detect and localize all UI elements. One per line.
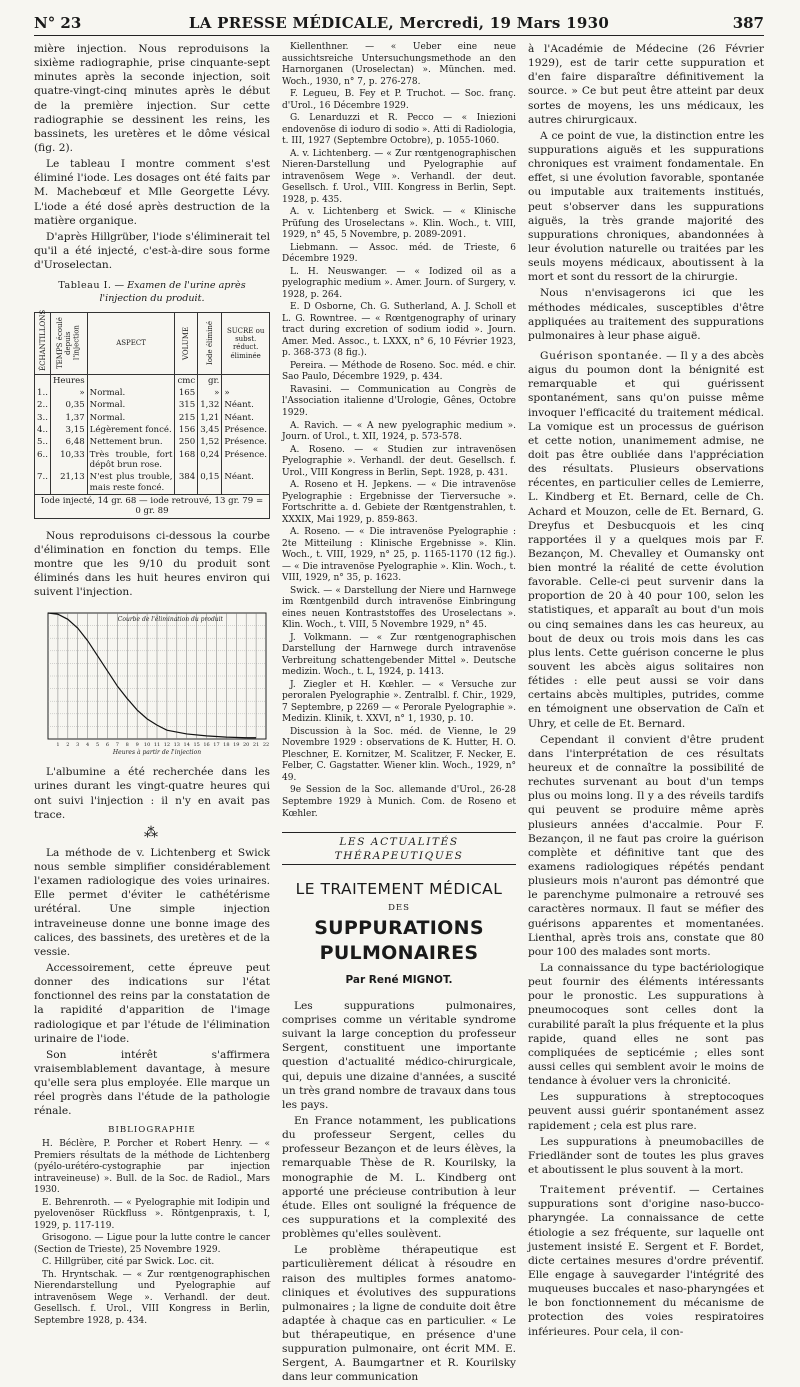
cell-sugar: Présence. [222,436,270,448]
cell-aspect: Nettement brun. [87,436,175,448]
bibliography-entry: 9e Session de la Soc. allemande d'Urol., 26-28 Septembre 1929 à Munich. Com. de Roseno et Kœhler. [282,785,516,819]
cell-sample: 4.. [35,424,51,436]
x-tick-label: 8 [125,742,129,749]
article-title-line2: SUPPURATIONS PULMONAIRES [314,917,484,965]
cell-iode: » [198,387,222,399]
table-row [35,412,270,424]
paragraph: Les suppurations à streptocoques peuvent aussi guérir spontanément assez rapidement ; cela est plus rare. [528,1091,764,1132]
series-line [48,613,256,738]
x-tick-label: 21 [252,742,260,749]
unit-volume: cmc [175,374,198,387]
bibliography-entry: J. Ziegler et H. Kœhler. — « Versuche zur peroralen Pyelographie ». Zentralbl. f. Chir., 1929, 7 Septembre, p 2269 — « Perorale Pyelographie ». Medizin. Klinik, t. XXVI, n° 1, 1930, p. 10. [282,679,516,725]
paragraph: La connaissance du type bactériologique peut fournir des éléments intéressants pour le pronostic. Les suppurations à pneumocoques sont celles dont la curabilité paraît la plus fréquente et la plus rapide, quand elles ne sont pas compliquées de septicémie ; elles sont aussi celles qui semblent avoir le moins de tendance à évoluer vers la chronicité. [528,962,764,1088]
cell-aspect: Normal. [87,387,175,399]
x-tick-label: 4 [86,742,90,749]
column-2 [282,42,516,1387]
bibliography-entry: Discussion à la Soc. méd. de Vienne, le 29 Novembre 1929 : observations de K. Hutter, H. O. Pleschner, E. Kornitzer, M. Scalitzer, F. Necker, E. Felber, C. Gagstatter. Wiener klin. Woch., 1929, n° 49. [282,726,516,783]
header-volume: VOLUME [175,312,198,374]
bibliography-entry: H. Béclère, P. Porcher et Robert Henry. — « Premiers résultats de la méthode de Lichtenberg (pyélo-urétéro-cystographie par injection intraveineuse) ». Bull. de la Soc. de Radiol., Mars 1930. [34,1139,270,1196]
paragraph: Son intérêt s'affirmera vraisemblablement davantage, à mesure qu'elle sera plus employée. Elle marque un réel progrès dans l'étude de la pathologie rénale. [34,1048,270,1118]
cell-sample: 1.. [35,387,51,399]
paragraph [528,349,764,731]
x-tick-label: 12 [163,742,171,749]
bibliography-entry: E. D Osborne, Ch. G. Sutherland, A. J. Scholl et L. G. Rowntree. — « Rœntgenography of urinary tract during excretion of sodium iodid ». Journ. Amer. Med. Assoc., t. LXXX, n° 6, 10 Février 1923, p. 368-373 (8 fig.). [282,302,516,359]
article-author: Par René MIGNOT. [345,973,453,986]
bibliography-entry: A. Roseno et H. Jepkens. — « Die intravenöse Pyelographie : Ergebnisse der Tierversuche ». Fortschritte a. d. Gebiete der Rœntgenstrahlen, t. XXXIX, Mai 1929, p. 859-863. [282,480,516,525]
cell-sugar: Présence. [222,449,270,472]
table-cell [87,374,175,387]
header-time: TEMPS écoulé depuis l'injection [50,312,87,374]
cell-sample: 7.. [35,471,51,494]
journal-title: LA PRESSE MÉDICALE, Mercredi, 19 Mars 1930 [188,14,610,32]
x-tick-label: 18 [223,742,230,749]
cell-volume: 215 [175,412,198,424]
paragraph: Les suppurations à pneumobacilles de Friedländer sont de toutes les plus graves et aboutissent le plus souvent à la mort. [528,1135,764,1176]
section-rubric: LES ACTUALITÉS THÉRAPEUTIQUES [282,832,516,865]
cell-iode: 1,52 [198,436,222,448]
page-number: 387 [732,14,764,32]
x-tick-label: 9 [135,742,139,749]
bibliography-entry: Swick. — « Darstellung der Niere und Harnwege im Rœntgenbild durch intravenöse Einbringung eines neuen Kontraststoffes des Uroselectans ». Klin. Woch., t. VIII, 5 Novembre 1929, n° 45. [282,585,516,631]
cell-sugar: » [222,387,270,399]
x-tick-label: 10 [143,742,151,749]
column-1 [34,42,270,1328]
unit-time: Heures [50,374,87,387]
cell-aspect: Légèrement foncé. [87,424,175,436]
x-tick-label: 1 [56,742,60,749]
paragraph: Le problème thérapeutique est particulièrement délicat à résoudre en raison des multiples formes anatomo-cliniques et évolutives des suppurations pulmonaires ; la ligne de conduite doit être adaptée à chaque cas en particulier. « Le but thérapeutique, en présence d'une suppuration pulmonaire, ont écrit MM. E. Sergent, A. Baumgartner et R. Kourilsky dans leur communication [282,1244,516,1384]
page-header [34,12,764,36]
paragraph: D'après Hillgrüber, l'iode s'éliminerait tel qu'il a été injecté, c'est-à-dire sous forme d'Uroselectan. [34,230,270,272]
elimination-table [34,312,270,519]
cell-sugar: Présence. [222,424,270,436]
x-tick-label: 11 [153,742,161,749]
x-tick-label: 15 [193,742,200,749]
cell-volume: 168 [175,449,198,472]
bibliography-entry: L. H. Neuswanger. — « Iodized oil as a pyelographic medium ». Amer. Journ. of Surgery, v. 1928, p. 264. [282,266,516,300]
paragraph: A ce point de vue, la distinction entre les suppurations aiguës et les suppurations chroniques est vraiment fondamentale. En effet, si une évolution favorable, spontanée ou imputable aux traitements institués, peut s'observer dans les suppurations aiguës, la très grande majorité des suppurations chroniques, abandonnées à leur évolution naturelle ou traitées par les seuls moyens médicaux, aboutissent à la mort et sont du ressort de la chirurgie. [528,129,764,284]
bibliography-list [34,1139,270,1327]
paragraph: à l'Académie de Médecine (26 Février 1929), est de tarir cette suppuration et d'en faire disparaître définitivement la source. » Ce but peut être atteint par deux sortes de moyens, les uns médicaux, les autres chirurgicaux. [528,43,764,126]
paragraph: Les suppurations pulmonaires, comprises comme un véritable syndrome suivant la large conception du professeur Sergent, constituent une importante question d'actualité médico-chirurgicale, qui, depuis une dizaine d'années, a suscité un très grand nombre de travaux dans tous les pays. [282,999,516,1111]
paragraph-text: — Certaines suppurations sont d'origine naso-bucco-pharyngée. La connaissance de cette étiologie a sez fréquente, sur laquelle ont justement insisté E. Sergent et F. Bordet, dicte certaines mesures d'ordre préventif. Elle engage à sauvegarder l'intégrité des muqueuses buccales et naso-pharyngées et le bon fonctionnement du mécanisme de protection des voies respiratoires inférieures. Pour cela, il con- [528,1184,764,1338]
paragraph: Nous reproduisons ci-dessous la courbe d'élimination en fonction du temps. Elle montre que les 9/10 du produit sont éliminés dans les huit heures environ qui suivent l'injection. [34,529,270,599]
header-iode: Iode éliminé [198,312,222,374]
bibliography-entry: Ravasini. — Communication au Congrès de l'Association italienne d'Urologie, Gênes, Octobre 1929. [282,384,516,418]
table-label: Tableau I. [58,280,112,292]
bibliography-entry: Grisogono. — Ligue pour la lutte contre le cancer (Section de Trieste), 25 Novembre 1929. [34,1233,270,1255]
cell-time: 10,33 [50,449,87,472]
cell-iode: 1,32 [198,399,222,411]
cell-time: 1,37 [50,412,87,424]
subsection-head: Guérison spontanée. [540,349,663,362]
cell-aspect: N'est plus trouble, mais reste foncé. [87,471,175,494]
cell-volume: 384 [175,471,198,494]
paragraph: Nous n'envisagerons ici que les méthodes médicales, susceptibles d'être appliquées au traitement des suppurations pulmonaires à leur phase aiguë. [528,287,764,342]
cell-sugar: Néant. [222,471,270,494]
article-title-line1: LE TRAITEMENT MÉDICAL [295,880,503,899]
x-tick-label: 22 [262,742,270,749]
cell-iode: 0,24 [198,449,222,472]
cell-time: » [50,387,87,399]
paragraph: Accessoirement, cette épreuve peut donner des indications sur l'état fonctionnel des reins par la constatation de la rapidité d'apparition de l'image radiologique et par l'étude de l'élimination urinaire de l'iode. [34,961,270,1045]
header-sugar: SUCRE ou subst. réduct. éliminée [222,312,270,374]
bibliography-entry: Kiellenthner. — « Ueber eine neue aussichtsreiche Untersuchungsmethode an den Harnorganen (Uroselectan) ». München. med. Woch., 1930, n° 7, p. 276-278. [282,42,516,87]
x-tick-label: 3 [76,742,80,749]
cell-sample: 3.. [35,412,51,424]
x-tick-label: 17 [213,742,220,749]
x-tick-label: 2 [66,742,70,749]
x-tick-label: 16 [203,742,210,749]
header-samples: ÉCHANTILLONS [35,312,51,374]
x-tick-label: 7 [115,742,119,749]
table-caption [34,280,270,306]
chart-svg [34,609,270,759]
bibliography-entry: A. Roseno. — « Die intravenöse Pyelographie : 2te Mitteilung : Klinische Ergebnisse ». Klin. Woch., t. VIII, 1929, n° 25, p. 1165-1170 (12 fig.). — « Die intravenöse Pyelographie ». Klin. Woch., t. VIII, 1929, n° 35, p. 1623. [282,527,516,584]
x-tick-label: 19 [233,742,240,749]
paragraph: L'albumine a été recherchée dans les urines durant les vingt-quatre heures qui ont suivi l'injection : il n'y en avait pas trace. [34,766,270,821]
paragraph: mière injection. Nous reproduisons la sixième radiographie, prise cinquante-sept minutes après la seconde injection, soit quatre-vingt-cinq minutes après le début de la première injection. Sur cette radiographie se dessinent les reins, les bassinets, les uretères et le dôme vésical (fig. 2). [34,43,270,154]
column-3 [528,42,764,1341]
cell-volume: 156 [175,424,198,436]
table-caption-text: — Examen de l'urine après l'injection du produit. [99,280,246,305]
cell-aspect: Très trouble, fort dépôt brun rose. [87,449,175,472]
bibliography-entry: A. v. Lichtenberg et Swick. — « Klinische Prüfung des Uroselectans ». Klin. Woch., t. VIII, 1929, n° 45, 5 Novembre, p. 2089-2091. [282,207,516,241]
elimination-chart [34,609,270,759]
table-row [35,387,270,399]
section-separator: ⁂ [144,824,160,841]
issue-number: N° 23 [34,14,82,32]
bibliography-entry: G. Lenarduzzi et R. Pecco — « Iniezioni endovenöse di ioduro di sodio ». Atti di Radiologia, t. III, 1927 (Septembre Octobre), p. 1055-1060. [282,113,516,147]
cell-volume: 165 [175,387,198,399]
bibliography-entry: Th. Hryntschak. — « Zur rœntgenographischen Nierendarstellung und Pyelographie auf intravenösem Wege ». Verhandl. der deut. Gesellsch. f. Urol., VIII Kongress in Berlin, Septembre 1928, p. 434. [34,1269,270,1326]
cell-sample: 6.. [35,449,51,472]
paragraph: Cependant il convient d'être prudent dans l'interprétation de ces résultats heureux et de connaître la possibilité de rechutes survenant au bout d'un temps plus ou moins long. Il y a des réveils tardifs qui peuvent se produire même après plusieurs années d'accalmie. Pour F. Bezançon, il ne faut pas croire la guérison complète et définitive tant que des examens radiologiques répétés pendant plusieurs mois n'auront pas démontré que le parenchyme pulmonaire a retrouvé ses caractères normaux. Il faut se méfier des guérisons apparentes et momentanées. Lienthal, après trois ans, constate que 80 pour 100 des malades sont morts. [528,733,764,958]
bibliography-list-continued [282,42,516,820]
x-axis-label: Heures à partir de l'injection [112,749,202,757]
bibliography-entry: A. Roseno. — « Studien zur intravenösen Pyelographie ». Verhandl. der deut. Gesellsch. f. Urol., VIII Kongress in Berlin, Sept. 1928, p. 431. [282,444,516,478]
cell-time: 21,13 [50,471,87,494]
table-row [35,449,270,472]
table-cell [35,374,51,387]
cell-time: 3,15 [50,424,87,436]
bibliography-entry: J. Volkmann. — « Zur rœntgenographischen Darstellung der Harnwege durch intravenöse Verbreitung schattengebender Mittel ». Deutsche medizin. Woch., t. L, 1924, p. 1413. [282,632,516,678]
cell-sample: 2.. [35,399,51,411]
cell-volume: 250 [175,436,198,448]
bibliography-entry: Liebmann. — Assoc. méd. de Trieste, 6 Décembre 1929. [282,242,516,265]
table-row [35,424,270,436]
bibliography-entry: A. v. Lichtenberg. — « Zur rœntgenographischen Nieren-Darstellung und Pyelographie auf intravenösem Wege ». Verhandl. der deut. Gesellsch. f. Urol., VIII. Kongress in Berlin, Sept. 1928, p. 435. [282,148,516,205]
cell-sugar: Néant. [222,412,270,424]
paragraph [528,1183,764,1339]
x-tick-label: 13 [173,742,181,749]
cell-sugar: Néant. [222,399,270,411]
paragraph: En France notamment, les publications du professeur Sergent, celles du professeur Bezançon et de leurs élèves, la remarquable Thèse de R. Kourilsky, la monographie de M. L. Kindberg ont apporté une précieuse contribution à leur étude. Elles ont souligné la fréquence de ces suppurations et la complexité des problèmes qu'elles soulèvent. [282,1114,516,1241]
bibliography-entry: E. Behrenroth. — « Pyelographie mit Iodipin und pyelovenöser Rückfluss ». Röntgenpraxis, t. I, 1929, p. 117-119. [34,1197,270,1231]
bibliography-title: BIBLIOGRAPHIE [108,1124,196,1135]
bibliography-entry: C. Hillgrüber, cité par Swick. Loc. cit. [42,1257,215,1268]
cell-iode: 3,45 [198,424,222,436]
table-cell [222,374,270,387]
x-tick-label: 20 [242,742,250,749]
table-row [35,399,270,411]
cell-time: 0,35 [50,399,87,411]
unit-iode: gr. [198,374,222,387]
cell-iode: 0,15 [198,471,222,494]
cell-sample: 5.. [35,436,51,448]
paragraph: La méthode de v. Lichtenberg et Swick nous semble simplifier considérablement l'examen radiologique des voies urinaires. Elle permet d'éviter le cathétérisme urétéral. Une simple injection intraveineuse donne une bonne image des calices, des bassinets, des uretères et de la vessie. [34,846,270,958]
cell-aspect: Normal. [87,399,175,411]
x-tick-label: 5 [95,742,100,749]
article-title-des: DES [388,902,410,913]
x-tick-label: 6 [105,742,110,749]
table-row [35,471,270,494]
bibliography-entry: Pereira. — Méthode de Roseno. Soc. méd. e chir. Sao Paulo, Décembre 1929, p. 434. [282,360,516,383]
paragraph: Le tableau I montre comment s'est éliminé l'iode. Les dosages ont été faits par M. Machebœuf et Mlle Georgette Lévy. L'iode a été dosé après destruction de la matière organique. [34,158,270,227]
chart-title: Courbe de l'élimination du produit [117,616,223,624]
table-footer: Iode injecté, 14 gr. 68 — iode retrouvé, 13 gr. 79 = 0 gr. 89 [35,494,270,518]
cell-iode: 1,21 [198,412,222,424]
bibliography-entry: A. Ravich. — « A new pyelographic medium ». Journ. of Urol., t. XII, 1924, p. 573-578. [282,420,516,443]
cell-volume: 315 [175,399,198,411]
table-row [35,436,270,448]
cell-aspect: Normal. [87,412,175,424]
subsection-head: Traitement préventif. [540,1184,677,1197]
x-tick-label: 14 [183,742,190,749]
paragraph-text: — Il y a des abcès aigus du poumon dont la bénignité est remarquable et qui guérissent spontanément, sans qu'on puisse même invoquer l'efficacité du traitement médical. La vomique est un processus de guérison et cette notion, unanimement admise, ne doit pas être oubliée dans l'appréciation des résultats. Plusieurs observations récentes, en particulier celles de Lemierre, L. Kindberg et Et. Bernard, celle de Ch. Achard et Mouzon, celle de Et. Bernard, G. Dreyfus et Desbucquois et les cinq rapportées il y a quelques mois par F. Bezançon, M. Chevalley et Oumansky ont bien montré la réalité de cette évolution favorable. Celle-ci peut survenir dans la proportion de 20 à 40 pour 100, selon les statistiques, et apparaît au bout d'un mois ou cinq semaines dans les cas heureux, au bout de deux ou trois mois dans les cas plus lents. Cette guérison concerne le plus souvent les abcès aigus solitaires non fétides : elle peut aussi se voir dans certains abcès multiples, putrides, comme en témoignent une observation de Caïn et Uhry, et celle de Et. Bernard. [528,349,764,730]
cell-time: 6,48 [50,436,87,448]
bibliography-entry: F. Legueu, B. Fey et P. Truchot. — Soc. franç. d'Urol., 16 Décembre 1929. [282,89,516,111]
header-aspect: ASPECT [87,312,175,374]
